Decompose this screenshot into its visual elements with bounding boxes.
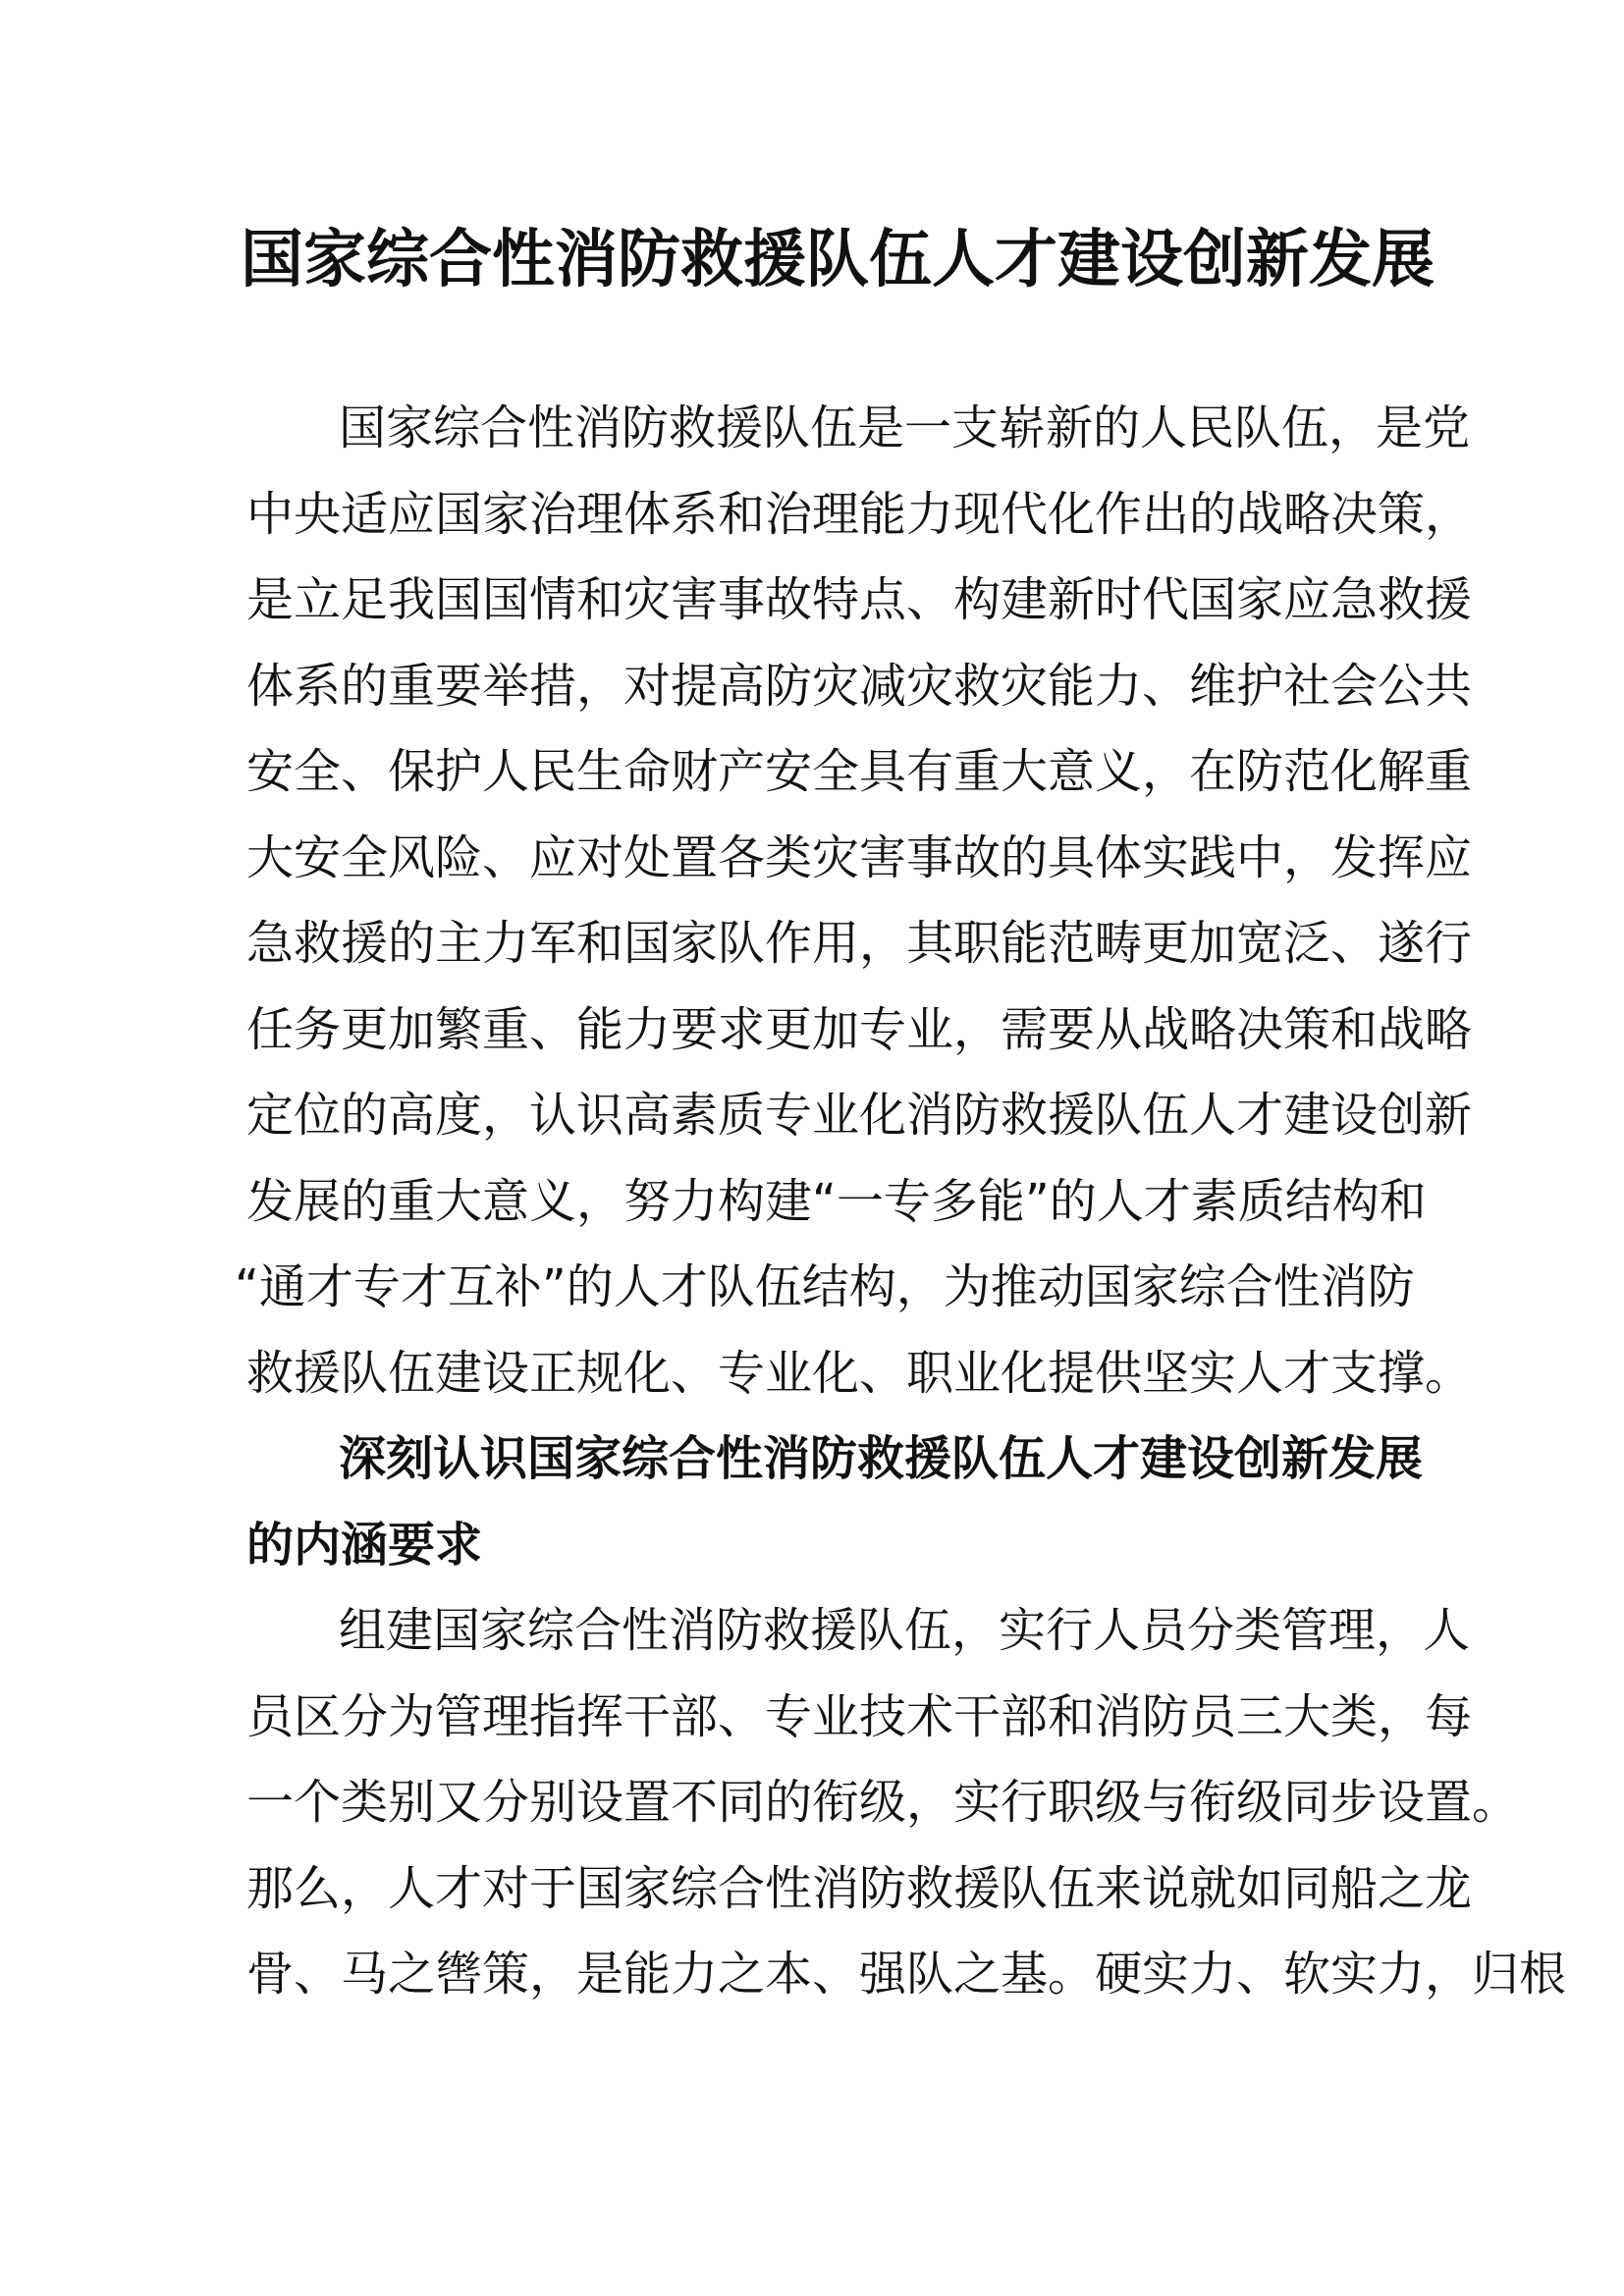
section-heading bbox=[246, 1416, 1424, 1588]
paragraph-line: 任务更加繁重、能力要求更加专业，需要从战略决策和战略 bbox=[246, 1001, 1473, 1057]
paragraph-line: 是立足我国国情和灾害事故特点、构建新时代国家应急救援 bbox=[246, 572, 1473, 627]
heading-line: 深刻认识国家综合性消防救援队伍人才建设创新发展 bbox=[339, 1431, 1424, 1486]
paragraph-line: 急救援的主力军和国家队作用，其职能范畴更加宽泛、遂行 bbox=[246, 916, 1473, 971]
paragraph-line: “通才专才互补”的人才队伍结构，为推动国家综合性消防 bbox=[235, 1259, 1415, 1314]
paragraph-line: 员区分为管理指挥干部、专业技术干部和消防员三大类，每 bbox=[246, 1688, 1473, 1744]
paragraph-line: 安全、保护人民生命财产安全具有重大意义，在防范化解重 bbox=[246, 744, 1473, 799]
paragraph-line: 国家综合性消防救援队伍是一支崭新的人民队伍，是党 bbox=[339, 400, 1471, 455]
paragraph-line: 发展的重大意义，努力构建“一专多能”的人才素质结构和 bbox=[246, 1173, 1427, 1229]
paragraph-line: 大安全风险、应对处置各类灾害事故的具体实践中，发挥应 bbox=[246, 829, 1473, 885]
paragraph-line: 中央适应国家治理体系和治理能力现代化作出的战略决策， bbox=[246, 486, 1473, 542]
paragraph-line: 一个类别又分别设置不同的衔级，实行职级与衔级同步设置。 bbox=[246, 1775, 1520, 1830]
heading-line: 的内涵要求 bbox=[246, 1517, 483, 1573]
paragraph-line: 体系的重要举措，对提高防灾减灾救灾能力、维护社会公共 bbox=[246, 658, 1473, 714]
paragraph-line: 那么，人才对于国家综合性消防救援队伍来说就如同船之龙 bbox=[246, 1860, 1473, 1916]
paragraph-line: 救援队伍建设正规化、专业化、职业化提供坚实人才支撑。 bbox=[246, 1345, 1473, 1401]
document-title: 国家综合性消防救援队伍人才建设创新发展 bbox=[241, 224, 1435, 296]
paragraph-line: 骨、马之辔策，是能力之本、强队之基。硬实力、软实力，归根 bbox=[246, 1947, 1567, 2002]
document-body bbox=[235, 386, 1567, 2018]
paragraph-line: 组建国家综合性消防救援队伍，实行人员分类管理，人 bbox=[339, 1603, 1471, 1658]
paragraph-line: 定位的高度，认识高素质专业化消防救援队伍人才建设创新 bbox=[246, 1088, 1473, 1143]
paragraph-intro bbox=[235, 386, 1473, 1416]
paragraph-talent bbox=[246, 1588, 1567, 2018]
